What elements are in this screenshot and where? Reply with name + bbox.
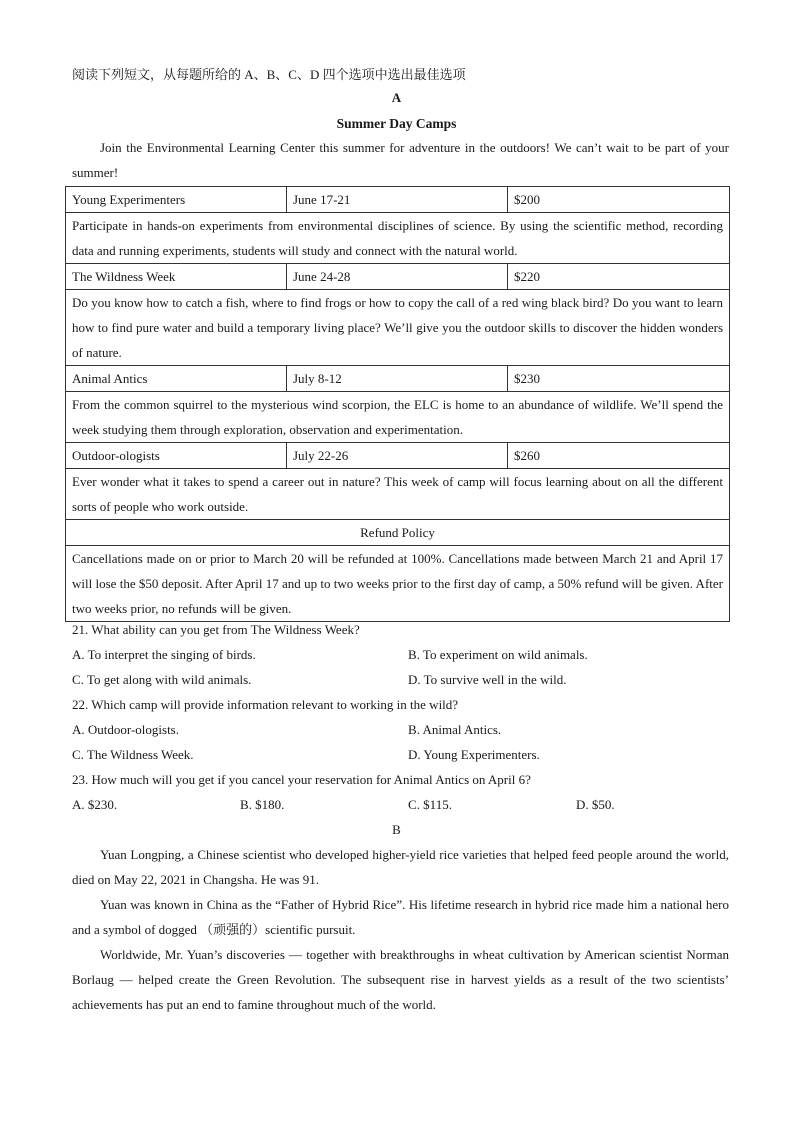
camp-row bbox=[66, 443, 730, 469]
camp-dates: July 22-26 bbox=[287, 443, 508, 469]
question-22-option-d: D. Young Experimenters. bbox=[408, 747, 540, 762]
camp-desc-row bbox=[66, 469, 730, 520]
camp-description: Ever wonder what it takes to spend a career out in nature? This week of camp will focus learning about on all the different sorts of people who work outside. bbox=[66, 469, 730, 520]
section-a-intro: Join the Environmental Learning Center this summer for adventure in the outdoors! We can’t wait to be part of your summer! bbox=[72, 140, 729, 180]
camp-name: Young Experimenters bbox=[66, 187, 287, 213]
section-b-paragraph: Yuan was known in China as the “Father of Hybrid Rice”. His lifetime research in hybrid rice made him a national hero and a symbol of dogged （顽强的）scientific pursuit. bbox=[72, 897, 729, 937]
camp-row bbox=[66, 366, 730, 392]
section-a-letter: A bbox=[391, 90, 402, 105]
question-21-option-d: D. To survive well in the wild. bbox=[408, 672, 567, 687]
section-b-paragraph: Worldwide, Mr. Yuan’s discoveries — together with breakthroughs in wheat cultivation by American scientist Norman Borlaug — helped create the Green Revolution. The subsequent rise in harvest yields as a result of the two scientists’ achievements has put an end to famine throughout much of the world. bbox=[72, 947, 729, 1012]
question-23-option-b: B. $180. bbox=[240, 797, 285, 812]
camp-name: The Wildness Week bbox=[66, 264, 287, 290]
camp-row bbox=[66, 187, 730, 213]
refund-title-row bbox=[66, 520, 730, 546]
camp-price: $200 bbox=[508, 187, 730, 213]
camp-name: Animal Antics bbox=[66, 366, 287, 392]
question-23-option-d: D. $50. bbox=[576, 797, 615, 812]
camp-price: $260 bbox=[508, 443, 730, 469]
question-23-option-a: A. $230. bbox=[72, 797, 118, 812]
question-21-stem: 21. What ability can you get from The Wildness Week? bbox=[72, 622, 360, 637]
question-21-option-c: C. To get along with wild animals. bbox=[72, 672, 252, 687]
refund-text-row bbox=[66, 546, 730, 622]
camp-description: From the common squirrel to the mysterious wind scorpion, the ELC is home to an abundance of wildlife. We’ll spend the week studying them through exploration, observation and experimentation. bbox=[66, 392, 730, 443]
section-b-letter: B bbox=[392, 822, 401, 837]
camp-dates: July 8-12 bbox=[287, 366, 508, 392]
question-23-option-c: C. $115. bbox=[408, 797, 452, 812]
instruction-text: 阅读下列短文，从每题所给的 A、B、C、D 四个选项中选出最佳选项 bbox=[72, 67, 466, 82]
question-22-option-c: C. The Wildness Week. bbox=[72, 747, 194, 762]
question-21-option-a: A. To interpret the singing of birds. bbox=[72, 647, 256, 662]
refund-text: Cancellations made on or prior to March 20 will be refunded at 100%. Cancellations made between March 21 and April 17 will lose the $50 deposit. After April 17 and up to two weeks prior to the first day of camp, a 50% refund will be given. After two weeks prior, no refunds will be given. bbox=[66, 546, 730, 622]
section-a-title: Summer Day Camps bbox=[336, 116, 457, 131]
camp-row bbox=[66, 264, 730, 290]
question-22-option-a: A. Outdoor-ologists. bbox=[72, 722, 179, 737]
question-22-stem: 22. Which camp will provide information relevant to working in the wild? bbox=[72, 697, 459, 712]
question-23-stem: 23. How much will you get if you cancel your reservation for Animal Antics on April 6? bbox=[72, 772, 531, 787]
camp-description: Participate in hands-on experiments from environmental disciplines of science. By using the scientific method, recording data and running experiments, students will study and connect with the natural world. bbox=[66, 213, 730, 264]
question-22-option-b: B. Animal Antics. bbox=[408, 722, 502, 737]
question-21-option-b: B. To experiment on wild animals. bbox=[408, 647, 588, 662]
camp-price: $220 bbox=[508, 264, 730, 290]
refund-title: Refund Policy bbox=[66, 520, 730, 546]
section-b-paragraph: Yuan Longping, a Chinese scientist who developed higher-yield rice varieties that helped feed people around the world, died on May 22, 2021 in Changsha. He was 91. bbox=[72, 847, 729, 887]
camp-dates: June 17-21 bbox=[287, 187, 508, 213]
camp-description: Do you know how to catch a fish, where to find frogs or how to copy the call of a red wing black bird? Do you want to learn how to find pure water and build a temporary living place? We’ll give you the outdoor skills to discover the hidden wonders of nature. bbox=[66, 290, 730, 366]
camps-table bbox=[65, 186, 730, 622]
camp-desc-row bbox=[66, 290, 730, 366]
camp-desc-row bbox=[66, 213, 730, 264]
camp-desc-row bbox=[66, 392, 730, 443]
camp-price: $230 bbox=[508, 366, 730, 392]
camp-name: Outdoor-ologists bbox=[66, 443, 287, 469]
camp-dates: June 24-28 bbox=[287, 264, 508, 290]
